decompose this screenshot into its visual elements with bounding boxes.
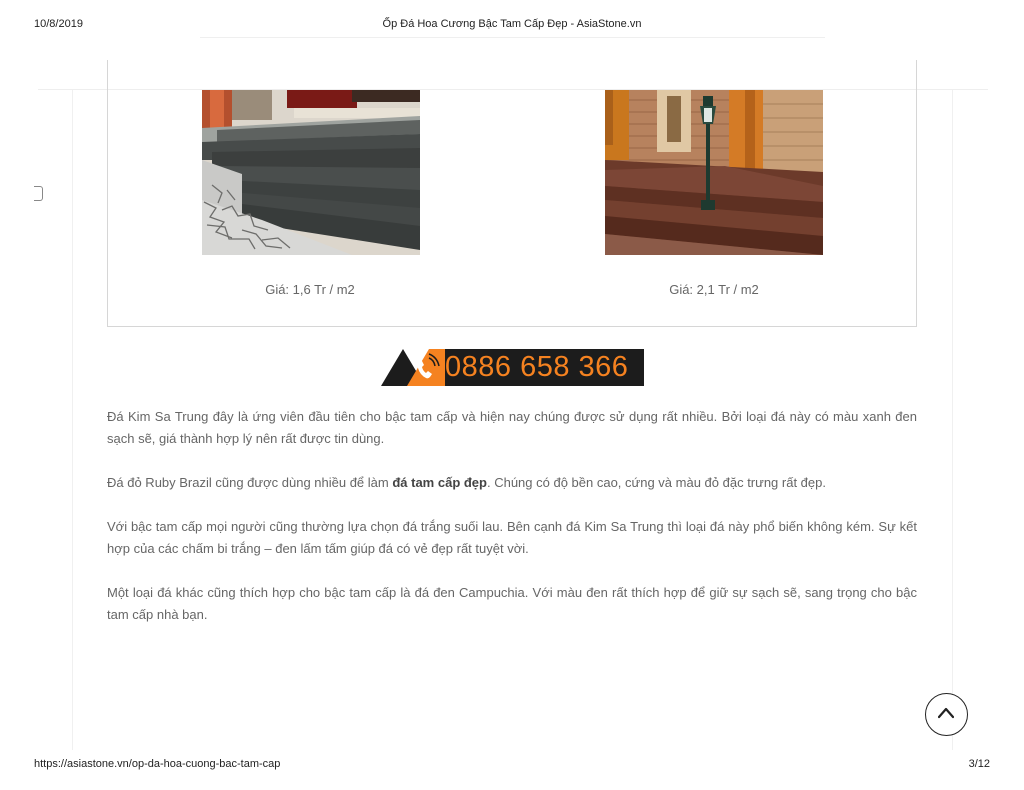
print-page-title: Ốp Đá Hoa Cương Bậc Tam Cấp Đẹp - AsiaStone.vn (382, 18, 642, 30)
article-body (107, 406, 917, 648)
chevron-up-icon (938, 707, 954, 719)
page-indicator: 3/12 (968, 758, 990, 770)
divider (72, 90, 73, 750)
page-url: https://asiastone.vn/op-da-hoa-cuong-bac-tam-cap (34, 758, 281, 770)
phone-icon (381, 349, 445, 386)
product-price: Giá: 1,6 Tr / m2 (265, 282, 355, 297)
divider (952, 90, 953, 750)
paragraph: Đá Kim Sa Trung đây là ứng viên đầu tiên cho bậc tam cấp và hiện nay chúng được sử dụng rất nhiều. Bởi loại đá này có màu xanh đen sạch sẽ, giá thành hợp lý nên rất được tin dùng. (107, 409, 917, 446)
paragraph: Một loại đá khác cũng thích hợp cho bậc tam cấp là đá đen Campuchia. Với màu đen rất thích hợp để giữ sự sạch sẽ, sang trọng cho bậc tam cấp nhà bạn. (107, 585, 917, 622)
keyword-link: đá tam cấp đẹp (392, 475, 487, 490)
paragraph (107, 472, 917, 494)
print-date: 10/8/2019 (34, 18, 83, 30)
paragraph: Với bậc tam cấp mọi người cũng thường lựa chọn đá trắng suối lau. Bên cạnh đá Kim Sa Trung thì loại đá này phổ biến không kém. Sự kết hợp của các chấm bi trắng – đen lấm tấm giúp đá có vẻ đẹp rất tuyệt vời. (107, 519, 917, 556)
product-image-kim-sa-steps (202, 90, 420, 255)
paragraph-text: Đá đỏ Ruby Brazil cũng được dùng nhiều để làm (107, 475, 393, 490)
product-price: Giá: 2,1 Tr / m2 (669, 282, 759, 297)
hotline-number: 0886 658 366 (445, 351, 629, 383)
side-tab-icon[interactable] (34, 186, 43, 201)
back-to-top-button[interactable] (925, 693, 968, 736)
print-header (34, 18, 990, 32)
divider (200, 37, 825, 38)
print-footer (34, 758, 990, 772)
paragraph-text: . Chúng có độ bền cao, cứng và màu đỏ đặc trưng rất đẹp. (486, 475, 826, 490)
product-image-ruby-red-steps (605, 90, 823, 255)
hotline-banner[interactable] (381, 349, 644, 386)
